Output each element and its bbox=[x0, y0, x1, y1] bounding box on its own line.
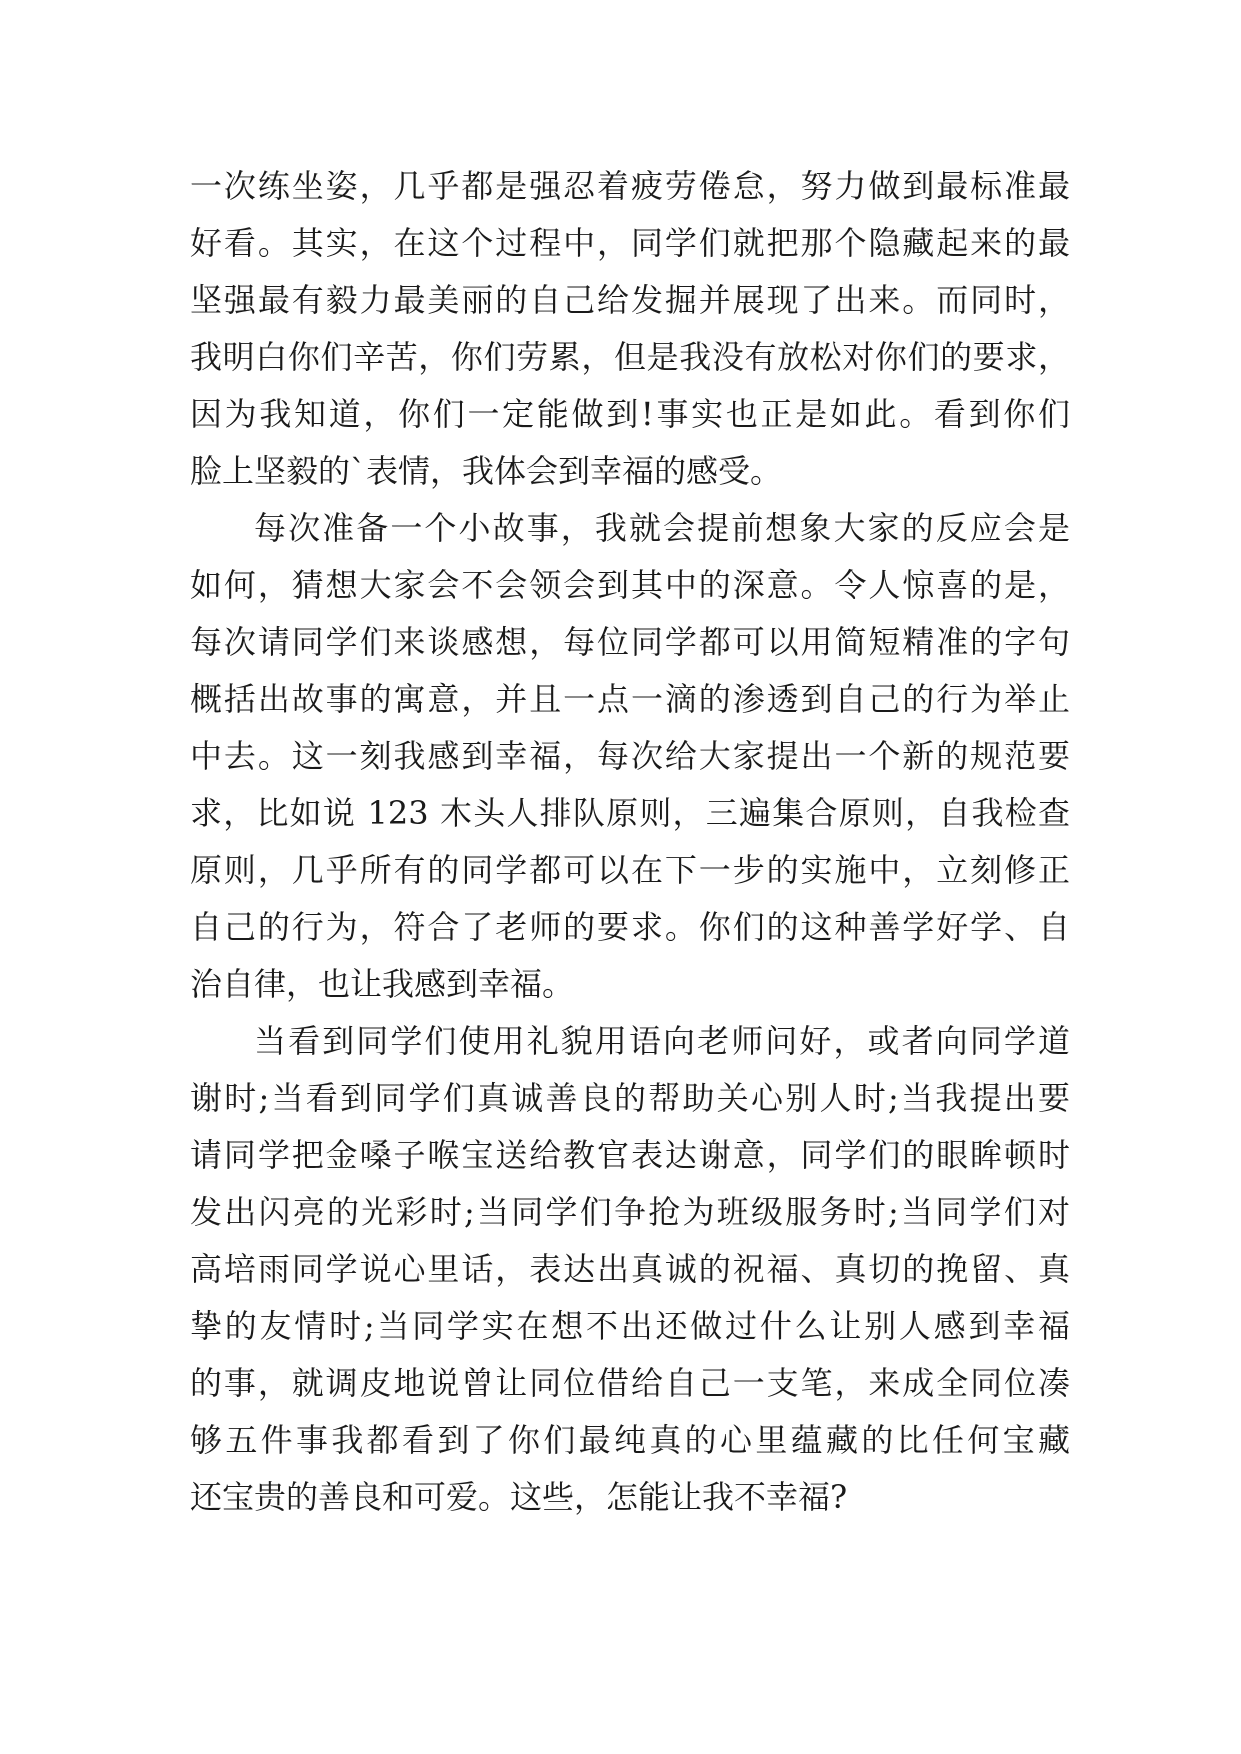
paragraph bbox=[190, 158, 1070, 500]
document-body bbox=[190, 158, 1070, 1526]
text-line: 求，比如说 123 木头人排队原则，三遍集合原则，自我检查 bbox=[190, 794, 1070, 832]
text-line: 原则，几乎所有的同学都可以在下一步的实施中，立刻修正 bbox=[190, 851, 1070, 889]
text-line: 每次准备一个小故事，我就会提前想象大家的反应会是 bbox=[254, 509, 1070, 547]
text-line: 如何，猜想大家会不会领会到其中的深意。令人惊喜的是， bbox=[190, 566, 1070, 604]
text-line: 挚的友情时;当同学实在想不出还做过什么让别人感到幸福 bbox=[190, 1307, 1070, 1345]
text-line: 谢时;当看到同学们真诚善良的帮助关心别人时;当我提出要 bbox=[190, 1079, 1070, 1117]
text-line: 因为我知道，你们一定能做到!事实也正是如此。看到你们 bbox=[190, 395, 1070, 433]
text-line: 每次请同学们来谈感想，每位同学都可以用简短精准的字句 bbox=[190, 623, 1070, 661]
text-line: 好看。其实，在这个过程中，同学们就把那个隐藏起来的最 bbox=[190, 224, 1070, 262]
paragraph bbox=[190, 1013, 1070, 1526]
text-line: 请同学把金嗓子喉宝送给教官表达谢意，同学们的眼眸顿时 bbox=[190, 1136, 1070, 1174]
text-line: 一次练坐姿，几乎都是强忍着疲劳倦怠，努力做到最标准最 bbox=[190, 167, 1070, 205]
text-line: 概括出故事的寓意，并且一点一滴的渗透到自己的行为举止 bbox=[190, 680, 1070, 718]
text-line: 坚强最有毅力最美丽的自己给发掘并展现了出来。而同时， bbox=[190, 281, 1070, 319]
text-line: 还宝贵的善良和可爱。这些，怎能让我不幸福? bbox=[190, 1478, 848, 1516]
text-line: 高培雨同学说心里话，表达出真诚的祝福、真切的挽留、真 bbox=[190, 1250, 1070, 1288]
text-line: 脸上坚毅的`表情，我体会到幸福的感受。 bbox=[190, 452, 783, 490]
text-line: 当看到同学们使用礼貌用语向老师问好，或者向同学道 bbox=[254, 1022, 1070, 1060]
paragraph bbox=[190, 500, 1070, 1013]
text-line: 我明白你们辛苦，你们劳累，但是我没有放松对你们的要求， bbox=[190, 338, 1070, 376]
text-line: 自己的行为，符合了老师的要求。你们的这种善学好学、自 bbox=[190, 908, 1070, 946]
text-line: 中去。这一刻我感到幸福，每次给大家提出一个新的规范要 bbox=[190, 737, 1070, 775]
text-line: 够五件事我都看到了你们最纯真的心里蕴藏的比任何宝藏 bbox=[190, 1421, 1070, 1459]
text-line: 的事，就调皮地说曾让同位借给自己一支笔，来成全同位凑 bbox=[190, 1364, 1070, 1402]
text-line: 发出闪亮的光彩时;当同学们争抢为班级服务时;当同学们对 bbox=[190, 1193, 1070, 1231]
text-line: 治自律，也让我感到幸福。 bbox=[190, 965, 575, 1003]
